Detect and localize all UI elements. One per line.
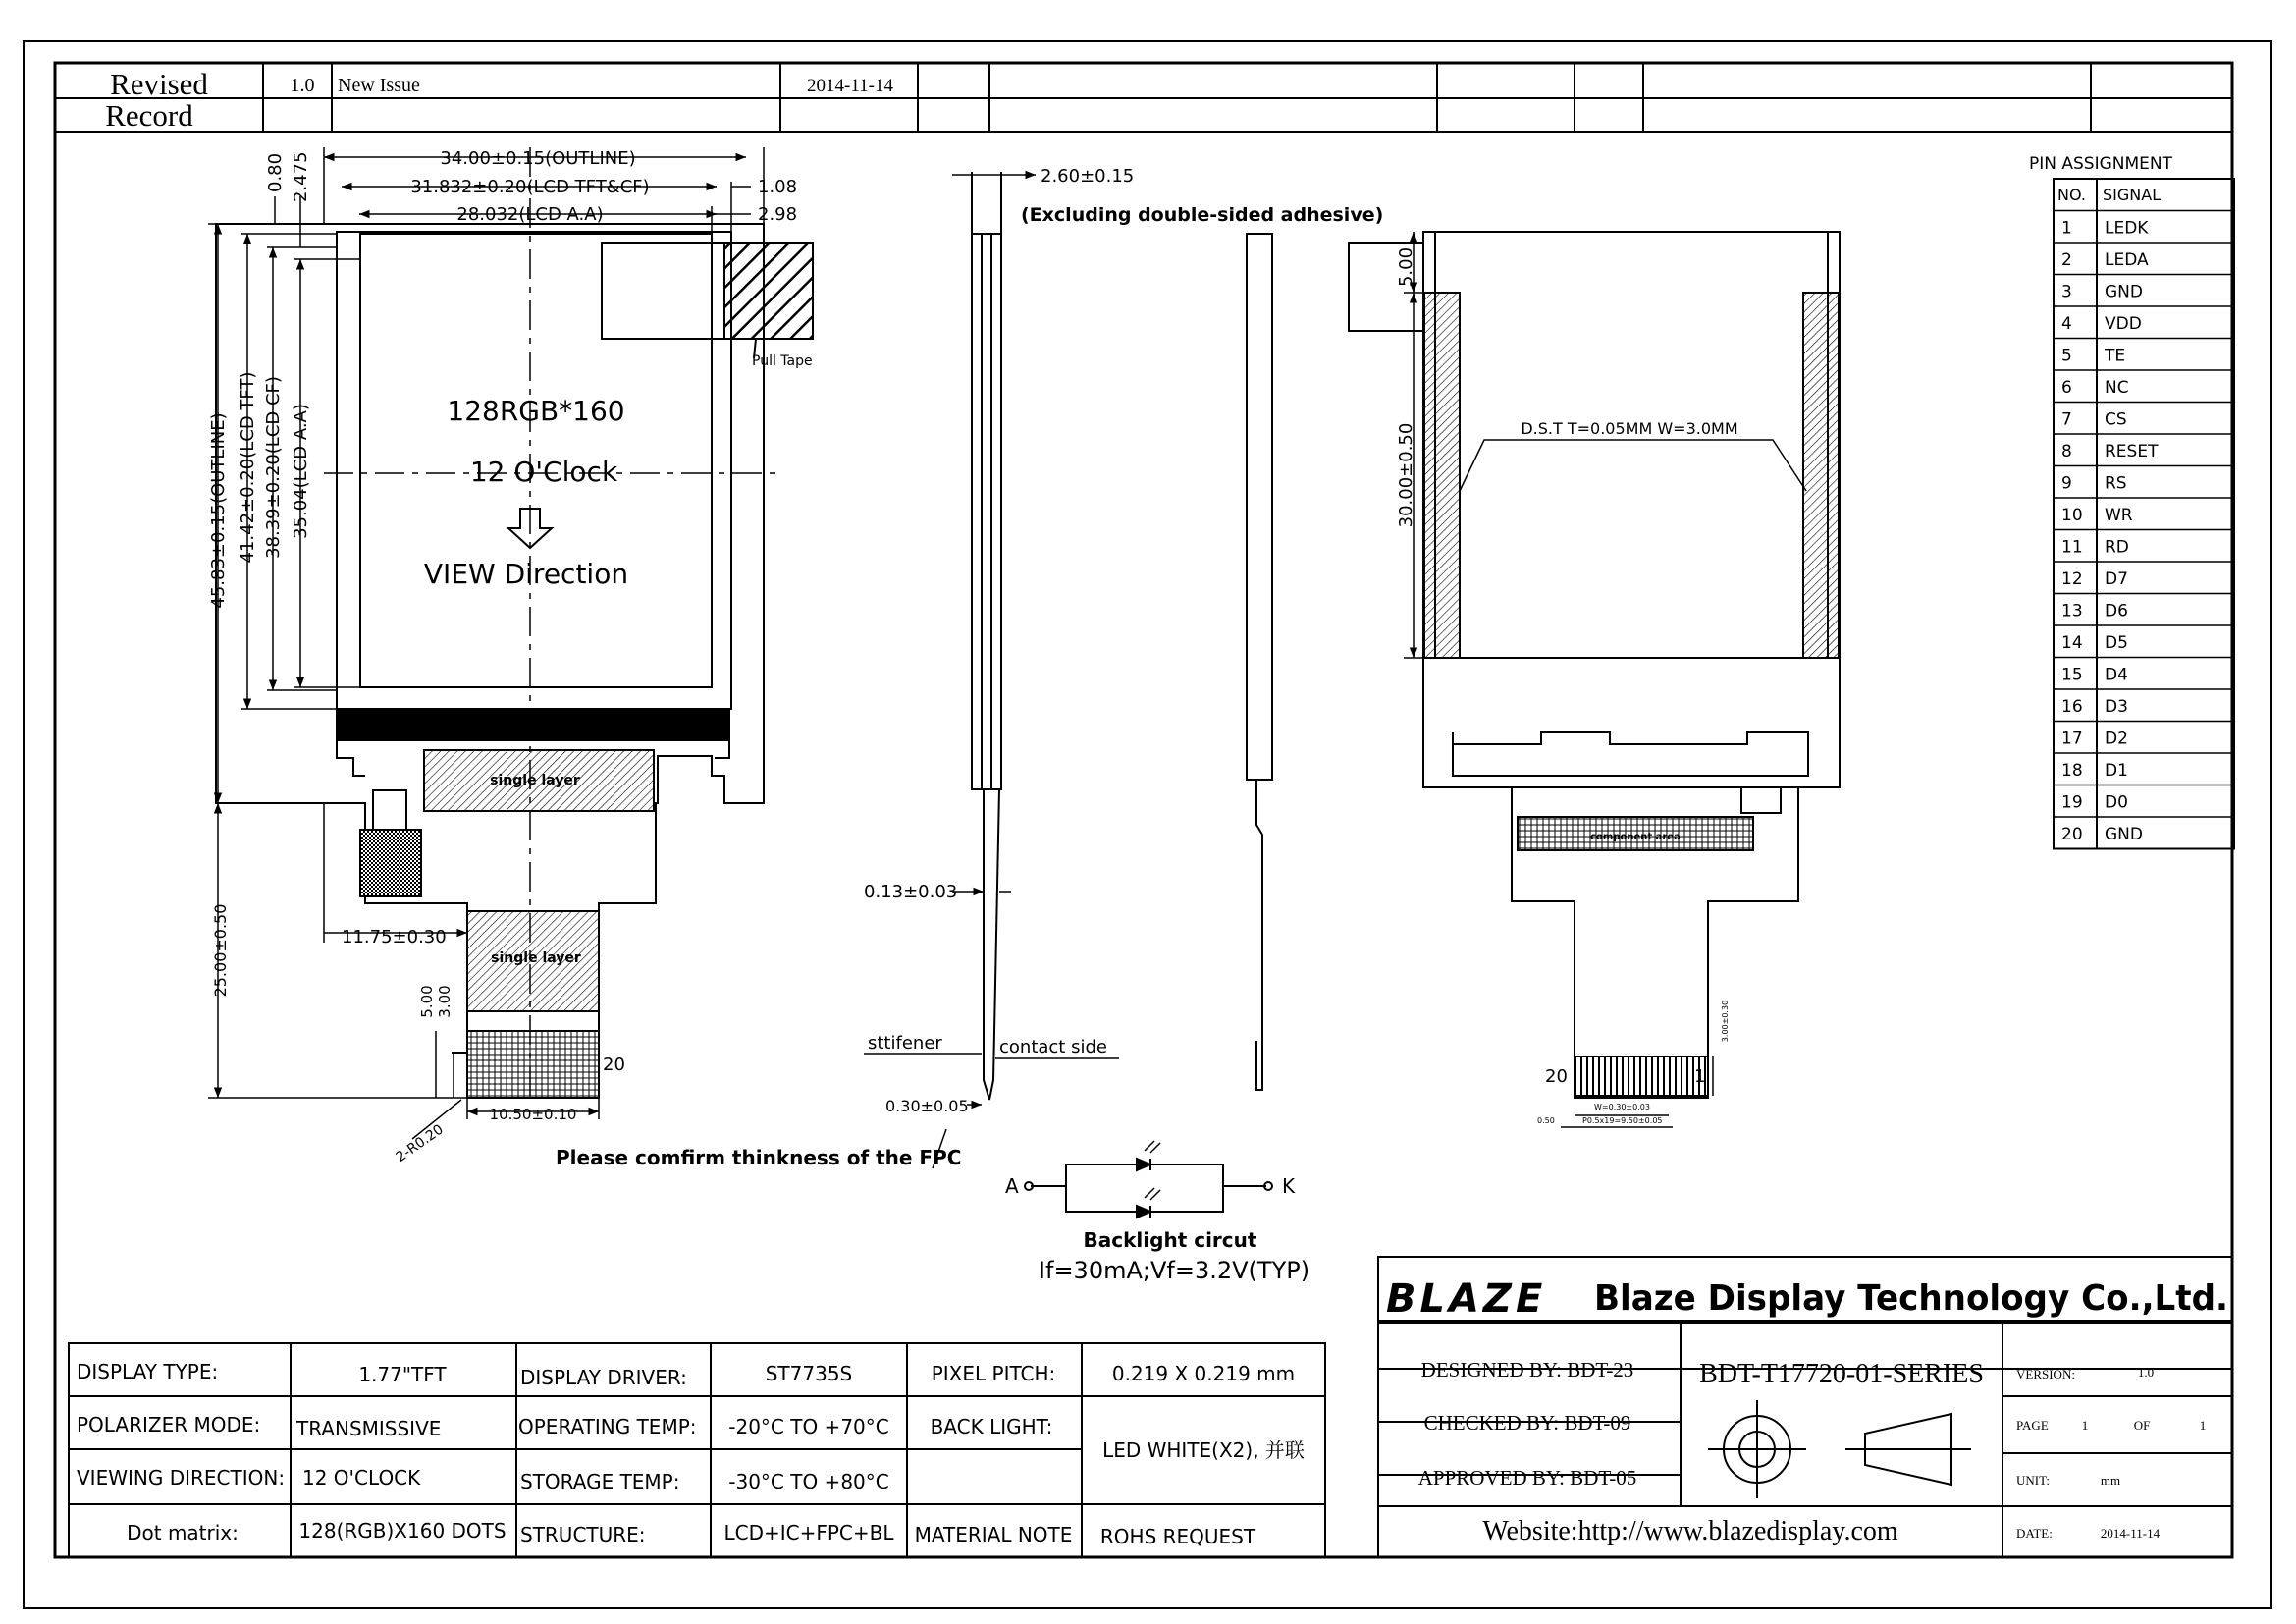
- pin-number: 3: [2061, 282, 2072, 302]
- pin-signal: RESET: [2105, 442, 2159, 461]
- pin-number: 14: [2061, 633, 2083, 653]
- page-value: 1: [2081, 1418, 2089, 1433]
- backlight-label: BACK LIGHT:: [930, 1415, 1053, 1438]
- back-outline: [1423, 232, 1840, 787]
- dim-cf-height: 38.39±0.20(LCD CF): [263, 376, 284, 559]
- pin-number: 2: [2061, 250, 2072, 270]
- dim-radius: 2-R0.20: [393, 1121, 447, 1166]
- back-dim-3000: 30.00±0.50: [1396, 422, 1416, 528]
- resolution-label: 128RGB*160: [447, 395, 625, 427]
- back-adhesive-left: [1424, 293, 1460, 658]
- dim-stiffener: 0.30±0.05: [885, 1097, 969, 1115]
- operating-value: -20°C TO +70°C: [728, 1415, 889, 1438]
- approved-by: APPROVED BY: BDT-05: [1417, 1466, 1637, 1489]
- back-gold-fingers: [1575, 1056, 1708, 1096]
- of-label: OF: [2133, 1418, 2151, 1433]
- dim-finger-width: W=0.30±0.03: [1594, 1103, 1650, 1111]
- revision-note: New Issue: [338, 75, 420, 96]
- pin-signal: VDD: [2105, 314, 2142, 334]
- note-adhesive: (Excluding double-sided adhesive): [1021, 204, 1384, 226]
- pin-assignment-title: PIN ASSIGNMENT: [2028, 154, 2173, 174]
- pin-signal: LEDK: [2105, 218, 2149, 239]
- pin-number: 20: [2061, 825, 2083, 844]
- operating-label: OPERATING TEMP:: [518, 1415, 697, 1438]
- website: Website:http://www.blazedisplay.com: [1482, 1516, 1898, 1546]
- pin-signal: D7: [2105, 569, 2128, 589]
- date-label: DATE:: [2016, 1526, 2053, 1541]
- pin-number: 16: [2061, 697, 2083, 717]
- checked-by: CHECKED BY: BDT-09: [1423, 1411, 1631, 1435]
- dim-left-080: 0.80: [265, 152, 286, 192]
- back-dim-500: 5.00: [1396, 246, 1416, 288]
- dim-500: 5.00: [418, 985, 436, 1018]
- polarizer-value: TRANSMISSIVE: [296, 1417, 442, 1440]
- single-layer-label-1: single layer: [490, 773, 580, 788]
- viewing-value: 12 O'CLOCK: [302, 1466, 421, 1489]
- dim-tft-cf-width: 31.832±0.20(LCD TFT&CF): [410, 177, 650, 197]
- blaze-logo: BLAZE: [1386, 1276, 1547, 1322]
- dim-300: 3.00: [436, 985, 454, 1018]
- dim-fpc-thickness: 0.13±0.03: [864, 882, 958, 902]
- pin-signal: D6: [2105, 601, 2128, 622]
- pin-number: 17: [2061, 729, 2083, 749]
- dim-outline-height: 45.83±0.15(OUTLINE): [208, 412, 229, 609]
- backlight-title: Backlight circut: [1083, 1228, 1257, 1252]
- back-adhesive-right: [1803, 293, 1839, 658]
- dim-aa-width: 28.032(LCD A.A): [456, 204, 604, 225]
- viewing-label: VIEWING DIRECTION:: [77, 1466, 286, 1489]
- display-type-label: DISPLAY TYPE:: [77, 1360, 219, 1383]
- record-label: Record: [105, 98, 193, 133]
- pin-label-20: 20: [603, 1055, 625, 1075]
- pin-signal: D3: [2105, 697, 2128, 717]
- of-value: 1: [2199, 1418, 2207, 1433]
- back-view: [1349, 232, 1840, 1098]
- bezel-black-bar: [337, 709, 729, 740]
- dim-right-298: 2.98: [758, 204, 798, 225]
- pin-number: 9: [2061, 473, 2072, 494]
- structure-value: LCD+IC+FPC+BL: [723, 1521, 894, 1544]
- revision-record: [55, 63, 2232, 132]
- back-pin-20: 20: [1545, 1066, 1568, 1087]
- dim-pitch: P0.5x19=9.50±0.05: [1582, 1116, 1663, 1125]
- display-type-value: 1.77"TFT: [358, 1363, 447, 1386]
- pin-header-signal: SIGNAL: [2103, 186, 2162, 204]
- dim-outline-width: 34.00±0.15(OUTLINE): [440, 148, 636, 169]
- storage-value: -30°C TO +80°C: [728, 1470, 889, 1493]
- pin-number: 4: [2061, 314, 2072, 334]
- unit-label: UNIT:: [2016, 1473, 2051, 1488]
- back-pin-1: 1: [1694, 1066, 1706, 1087]
- fpc-component: [360, 830, 421, 896]
- date-value: 2014-11-14: [2100, 1526, 2161, 1541]
- pin-signal: RD: [2105, 537, 2129, 558]
- material-label: MATERIAL NOTE: [914, 1523, 1073, 1546]
- pin-number: 12: [2061, 569, 2083, 589]
- pin-number: 5: [2061, 346, 2072, 366]
- pin-number: 13: [2061, 601, 2083, 622]
- clock-label: 12 O'Clock: [469, 456, 618, 488]
- version-label: VERSION:: [2016, 1367, 2075, 1381]
- pin-number: 1: [2061, 218, 2072, 239]
- view-direction-label: VIEW Direction: [423, 558, 629, 590]
- dim-050: 0.50: [1537, 1116, 1555, 1125]
- dim-finger-length: 3.00±0.30: [1721, 1000, 1730, 1043]
- structure-label: STRUCTURE:: [520, 1523, 646, 1546]
- pin-number: 6: [2061, 378, 2072, 398]
- pin-signal: D5: [2105, 633, 2128, 653]
- pin-signal: TE: [2105, 346, 2126, 366]
- pin-number: 10: [2061, 506, 2083, 525]
- anode-label: A: [1005, 1174, 1019, 1198]
- pin-signal: D2: [2105, 729, 2128, 749]
- dim-left-2475: 2.475: [291, 151, 311, 202]
- pin-number: 11: [2061, 537, 2083, 558]
- pull-tape-label: Pull Tape: [752, 353, 813, 369]
- page-label: PAGE: [2016, 1418, 2049, 1433]
- dim-fpc-width: 10.50±0.10: [489, 1106, 577, 1123]
- backlight-circuit: [1025, 1141, 1272, 1218]
- pin-number: 18: [2061, 761, 2083, 781]
- dim-right-108: 1.08: [758, 177, 798, 197]
- dim-fpc-offset: 11.75±0.30: [342, 927, 447, 947]
- side-view: [864, 172, 1272, 1105]
- storage-label: STORAGE TEMP:: [520, 1470, 680, 1493]
- pin-signal: D0: [2105, 792, 2128, 813]
- revised-label: Revised: [110, 67, 208, 101]
- pin-signal: D4: [2105, 665, 2128, 685]
- dim-fpc-length: 25.00±0.50: [211, 903, 230, 998]
- backlight-value: LED WHITE(X2), 并联: [1102, 1438, 1305, 1462]
- display-driver-label: DISPLAY DRIVER:: [520, 1366, 687, 1389]
- side-body: [972, 234, 1001, 789]
- display-driver-value: ST7735S: [765, 1362, 853, 1385]
- pin-header-no: NO.: [2057, 186, 2086, 204]
- material-value: ROHS REQUEST: [1099, 1525, 1256, 1548]
- pin-assignment-table: [2054, 179, 2234, 849]
- dot-matrix-label: Dot matrix:: [127, 1521, 239, 1544]
- pin-signal: GND: [2105, 282, 2143, 302]
- label-contact-side: contact side: [999, 1037, 1107, 1057]
- pin-signal: LEDA: [2105, 250, 2149, 270]
- inner-frame: [55, 63, 2232, 1557]
- pin-signal: GND: [2105, 825, 2143, 844]
- side-fpc: [984, 789, 999, 1100]
- dst-note: D.S.T T=0.05MM W=3.0MM: [1521, 419, 1738, 438]
- company-name: Blaze Display Technology Co.,Ltd.: [1594, 1278, 2228, 1319]
- note-fpc: Please comfirm thinkness of the FPC: [556, 1146, 962, 1169]
- pin-number: 15: [2061, 665, 2083, 685]
- pin-signal: D1: [2105, 761, 2128, 781]
- pin-number: 19: [2061, 792, 2083, 813]
- dim-thickness: 2.60±0.15: [1041, 166, 1135, 187]
- fpc-gold-fingers: [467, 1031, 599, 1098]
- revision-version: 1.0: [290, 75, 315, 96]
- dim-aa-height: 35.04(LCD A.A): [291, 404, 311, 539]
- pin-number: 7: [2061, 409, 2072, 430]
- pin-signal: RS: [2105, 473, 2127, 494]
- pixel-pitch-value: 0.219 X 0.219 mm: [1111, 1362, 1296, 1385]
- single-layer-label-2: single layer: [491, 950, 581, 966]
- pin-signal: CS: [2105, 409, 2127, 430]
- component-area-label: component area: [1590, 832, 1681, 842]
- designed-by: DESIGNED BY: BDT-23: [1420, 1358, 1634, 1381]
- dim-tft-height: 41.42±0.20(LCD TFT): [238, 371, 258, 564]
- version-value: 1.0: [2137, 1365, 2155, 1380]
- cathode-label: K: [1282, 1174, 1296, 1198]
- revision-date: 2014-11-14: [807, 76, 893, 96]
- backlight-spec: If=30mA;Vf=3.2V(TYP): [1038, 1257, 1310, 1284]
- pixel-pitch-label: PIXEL PITCH:: [931, 1362, 1056, 1385]
- pin-signal: NC: [2105, 378, 2129, 398]
- pin-number: 8: [2061, 442, 2072, 461]
- unit-value: mm: [2100, 1473, 2121, 1488]
- dot-matrix-value: 128(RGB)X160 DOTS: [298, 1519, 507, 1543]
- polarizer-label: POLARIZER MODE:: [77, 1413, 261, 1436]
- pin-signal: WR: [2105, 506, 2133, 525]
- label-stiffener: sttifener: [868, 1033, 942, 1054]
- pull-tape-hatch: [724, 243, 813, 339]
- part-number: BDT-T17720-01-SERIES: [1699, 1359, 1984, 1389]
